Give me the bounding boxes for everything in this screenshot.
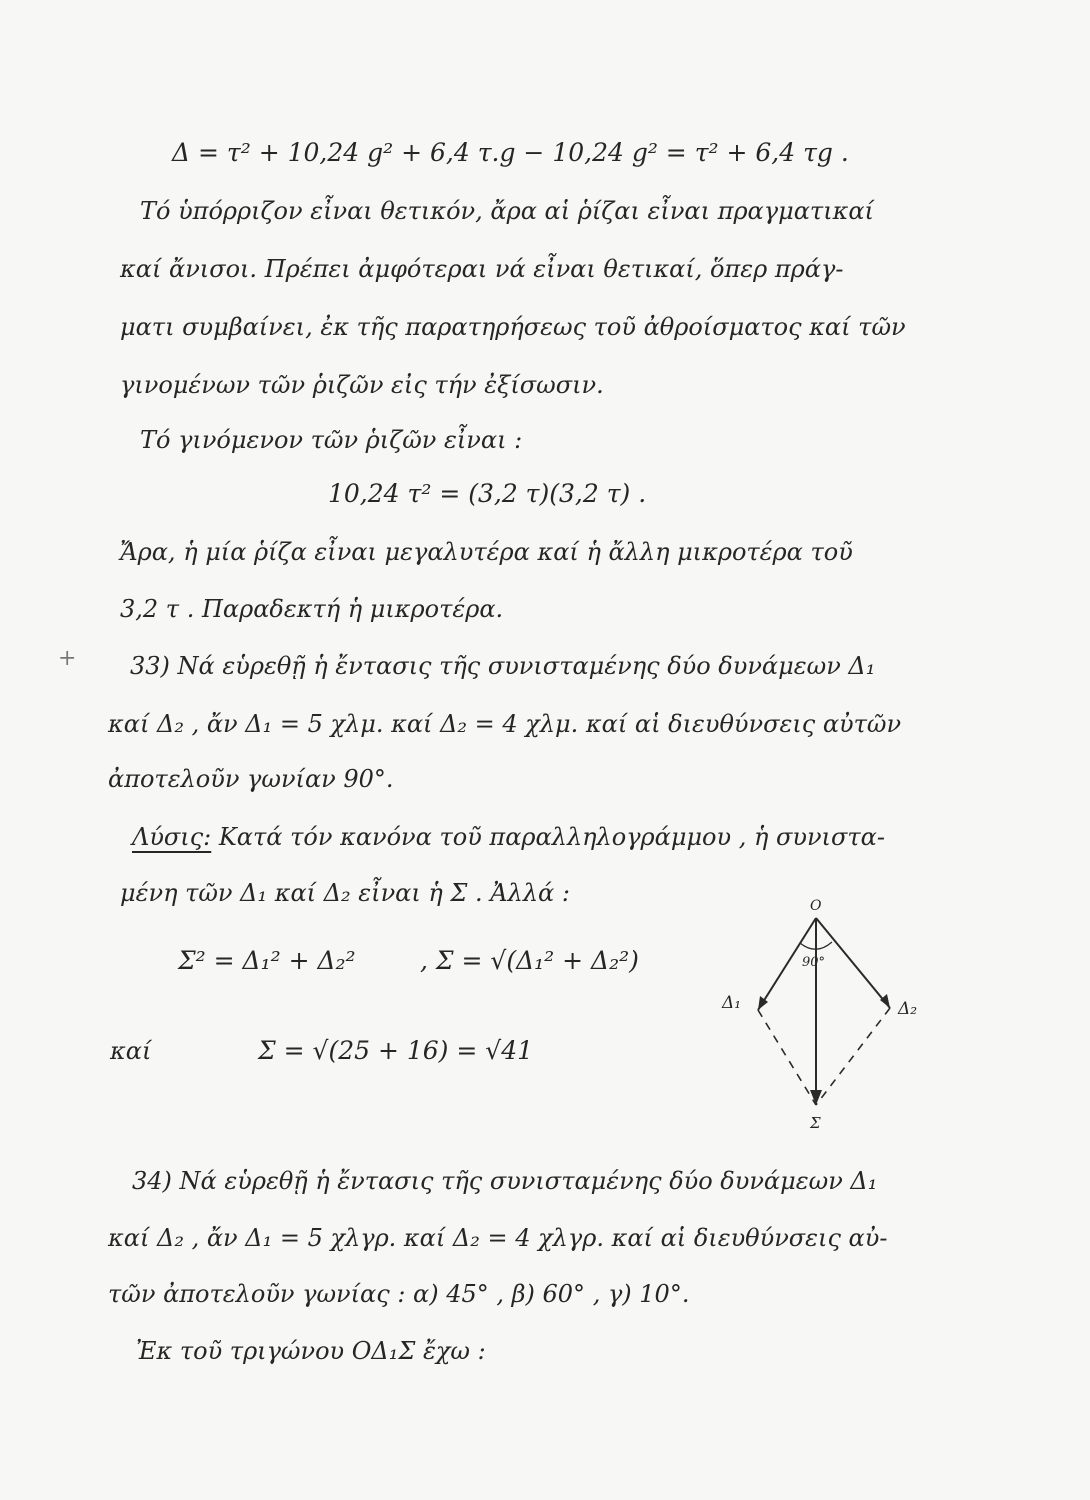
para1-line4: γινομένων τῶν ῥιζῶν εἰς τήν ἐξίσωσιν.	[120, 371, 604, 399]
para2-line1: Τό γινόμενον τῶν ῥιζῶν εἶναι :	[140, 426, 523, 454]
para3-line1: Ἄρα, ἡ μία ῥίζα εἶναι μεγαλυτέρα καί ἡ ἄλλη μικροτέρα τοῦ	[120, 538, 853, 566]
problem34-line2: καί Δ₂ , ἄν Δ₁ = 5 χλγρ. καί Δ₂ = 4 χλγρ. καί αἱ διευθύνσεις αὐ-	[108, 1224, 888, 1252]
solution-eq2: , Σ = √(Δ₁² + Δ₂²)	[420, 946, 639, 975]
problem33-line2: καί Δ₂ , ἄν Δ₁ = 5 χλμ. καί Δ₂ = 4 χλμ. καί αἱ διευθύνσεις αὐτῶν	[108, 710, 902, 738]
angle-label: 90°	[802, 955, 826, 970]
margin-mark: +	[58, 646, 77, 671]
problem33-line1: 33) Νά εὑρεθῇ ἡ ἔντασις τῆς συνισταμένης δύο δυνάμεων Δ₁	[130, 652, 876, 680]
sigma-label: Σ	[810, 1114, 821, 1132]
para1-line2: καί ἄνισοι. Πρέπει ἀμφότεραι νά εἶναι θετικαί, ὅπερ πράγ-	[120, 255, 844, 283]
parallel-line-left	[758, 1010, 816, 1105]
d2-vector	[816, 918, 890, 1008]
parallel-line-right	[816, 1008, 890, 1105]
solution-line1	[132, 822, 885, 852]
solution-eq1: Σ² = Δ₁² + Δ₂²	[178, 946, 356, 975]
problem34-line3: τῶν ἀποτελοῦν γωνίας : α) 45° , β) 60° , γ) 10°.	[108, 1280, 690, 1308]
discriminant-rhs: = τ² + 10,24 g² + 6,4 τ.g − 10,24 g² = τ² + 6,4 τg .	[198, 138, 849, 167]
solution-line1-rest: Κατά τόν κανόνα τοῦ παραλληλογράμμου , ἡ συνιστα-	[211, 823, 885, 851]
sigma-arrowhead	[810, 1090, 822, 1105]
para1-line3: ματι συμβαίνει, ἐκ τῆς παρατηρήσεως τοῦ ἀθροίσματος καί τῶν	[120, 313, 906, 341]
discriminant-lhs: Δ	[172, 138, 191, 167]
solution-label: Λύσις:	[132, 823, 212, 851]
final-line1: Ἐκ τοῦ τριγώνου ΟΔ₁Σ ἔχω :	[136, 1337, 486, 1365]
para1-line1: Τό ὑπόρριζον εἶναι θετικόν, ἄρα αἱ ῥίζαι εἶναι πραγματικαί	[140, 197, 874, 225]
problem34-line1: 34) Νά εὑρεθῇ ἡ ἔντασις τῆς συνισταμένης δύο δυνάμεων Δ₁	[132, 1167, 878, 1195]
solution-kai: καί	[110, 1037, 152, 1065]
force-diagram	[700, 890, 960, 1140]
origin-label: O	[810, 898, 822, 914]
para3-line2: 3,2 τ . Παραδεκτή ἡ μικροτέρα.	[120, 595, 504, 623]
discriminant-equation	[172, 138, 849, 168]
solution-line2: μένη τῶν Δ₁ καί Δ₂ εἶναι ἡ Σ . Ἀλλά :	[120, 879, 570, 907]
d2-label: Δ₂	[898, 999, 918, 1019]
product-equation: 10,24 τ² = (3,2 τ)(3,2 τ) .	[328, 479, 647, 508]
d1-label: Δ₁	[722, 993, 742, 1013]
problem33-line3: ἀποτελοῦν γωνίαν 90°.	[108, 765, 394, 793]
solution-eq3: Σ = √(25 + 16) = √41	[258, 1036, 533, 1065]
